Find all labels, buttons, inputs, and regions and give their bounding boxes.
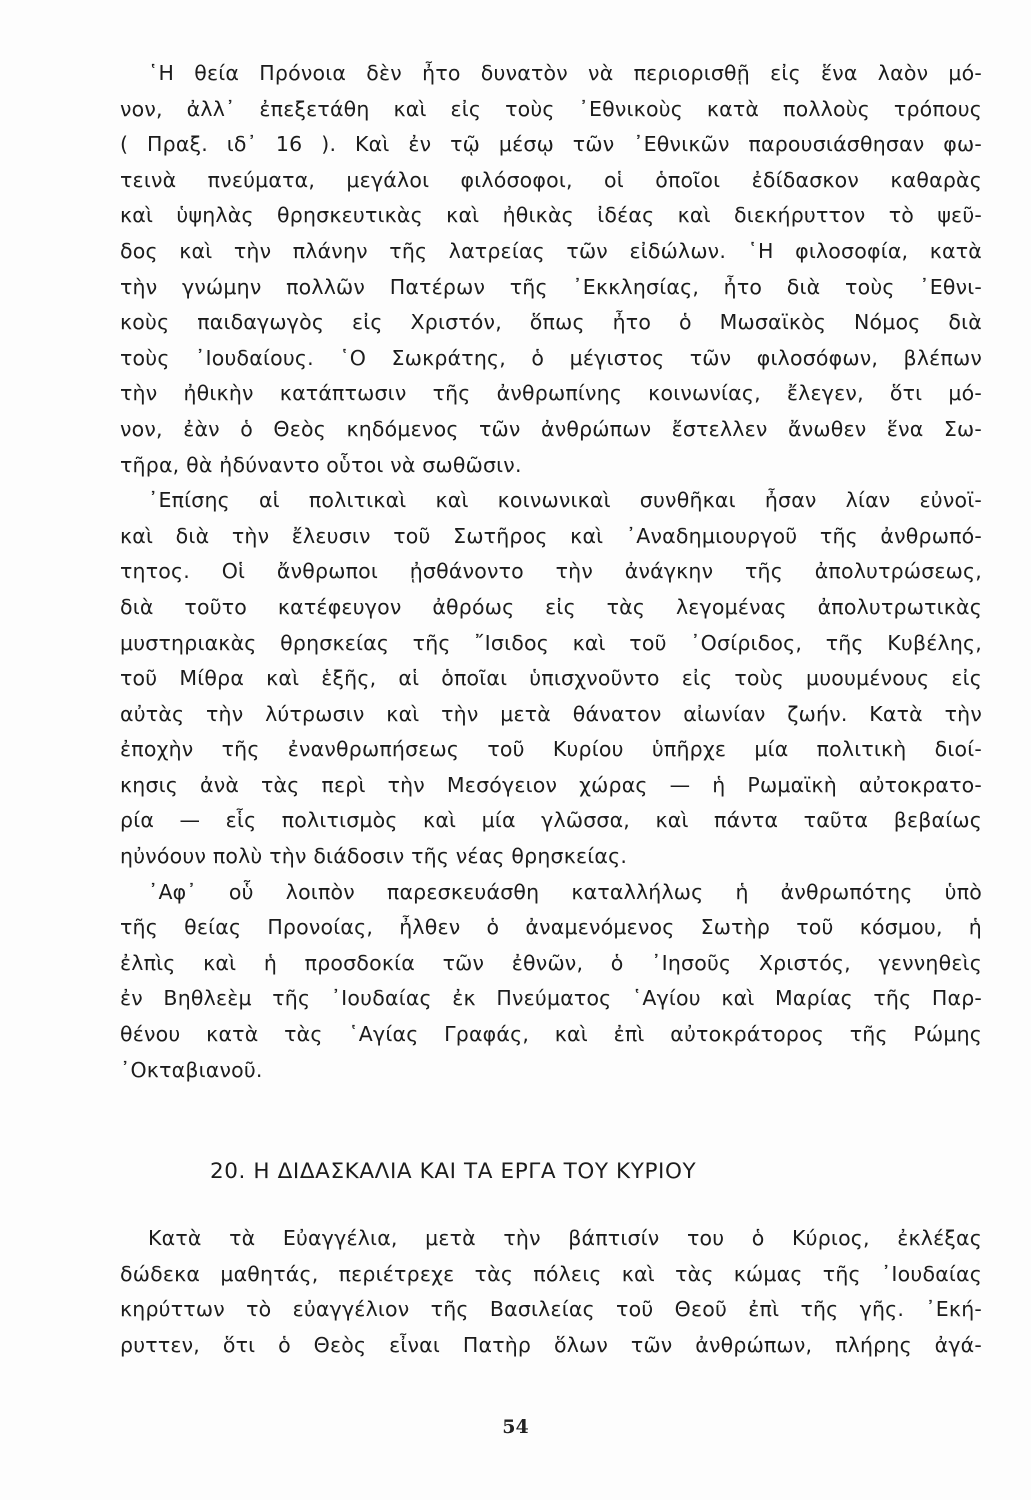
text-line: μυστηριακὰς θρησκείας τῆς ῎Ισιδος καὶ τοῦ ᾿Οσίριδος, τῆς Κυβέλης, xyxy=(120,630,982,655)
text-line: κοὺς παιδαγωγὸς εἰς Χριστόν, ὅπως ἦτο ὁ Μωσαϊκὸς Νόμος διὰ xyxy=(120,310,982,335)
text-line: ηὐνόουν πολὺ τὴν διάδοσιν τῆς νέας θρησκείας. xyxy=(120,844,628,869)
text-line: θένου κατὰ τὰς ῾Αγίας Γραφάς, καὶ ἐπὶ αὐτοκράτορος τῆς Ρώμης xyxy=(120,1022,982,1047)
text-line: νον, ἐὰν ὁ Θεὸς κηδόμενος τῶν ἀνθρώπων ἔστελλεν ἄνωθεν ἕνα Σω- xyxy=(120,416,982,441)
text-line: νον, ἀλλ᾿ ἐπεξετάθη καὶ εἰς τοὺς ᾿Εθνικοὺς κατὰ πολλοὺς τρόπους xyxy=(120,96,982,121)
text-line: τεινὰ πνεύματα, μεγάλοι φιλόσοφοι, οἱ ὁποῖοι ἐδίδασκον καθαρὰς xyxy=(120,167,982,192)
text-line: καὶ διὰ τὴν ἔλευσιν τοῦ Σωτῆρος καὶ ᾿Αναδημιουργοῦ τῆς ἀνθρωπό- xyxy=(120,523,982,548)
section-body-text xyxy=(120,1221,982,1363)
text-line: κηρύττων τὸ εὐαγγέλιον τῆς Βασιλείας τοῦ Θεοῦ ἐπὶ τῆς γῆς. ᾿Εκή- xyxy=(120,1297,982,1322)
text-line: καὶ ὑψηλὰς θρησκευτικὰς καὶ ἠθικὰς ἰδέας καὶ διεκήρυττον τὸ ψεῦ- xyxy=(120,203,982,228)
text-line: διὰ τοῦτο κατέφευγον ἀθρόως εἰς τὰς λεγομένας ἀπολυτρωτικὰς xyxy=(120,594,982,619)
section-heading: 20. Η ΔΙΔΑΣΚΑΛΙΑ ΚΑΙ ΤΑ ΕΡΓΑ ΤΟΥ ΚΥΡΙΟΥ xyxy=(210,1159,697,1184)
text-line: τοῦ Μίθρα καὶ ἑξῆς, αἱ ὁποῖαι ὑπισχνοῦντο εἰς τοὺς μυουμένους εἰς xyxy=(120,666,982,691)
text-line: δώδεκα μαθητάς, περιέτρεχε τὰς πόλεις καὶ τὰς κώμας τῆς ᾿Ιουδαίας xyxy=(120,1261,982,1286)
text-line: ( Πραξ. ιδ᾿ 16 ). Καὶ ἐν τῷ μέσῳ τῶν ᾿Εθνικῶν παρουσιάσθησαν φω- xyxy=(120,132,982,157)
text-line: ᾿Οκταβιανοῦ. xyxy=(120,1057,263,1082)
text-line: τὴν ἠθικὴν κατάπτωσιν τῆς ἀνθρωπίνης κοινωνίας, ἔλεγεν, ὅτι μό- xyxy=(120,381,982,406)
text-line: Κατὰ τὰ Εὐαγγέλια, μετὰ τὴν βάπτισίν του ὁ Κύριος, ἐκλέξας xyxy=(148,1226,982,1250)
text-line: δος καὶ τὴν πλάνην τῆς λατρείας τῶν εἰδώλων. ῾Η φιλοσοφία, κατὰ xyxy=(120,238,982,263)
text-line: ἐν Βηθλεὲμ τῆς ᾿Ιουδαίας ἐκ Πνεύματος ῾Αγίου καὶ Μαρίας τῆς Παρ- xyxy=(120,986,982,1011)
text-line: ρυττεν, ὅτι ὁ Θεὸς εἶναι Πατὴρ ὅλων τῶν ἀνθρώπων, πλήρης ἀγά- xyxy=(120,1332,982,1357)
text-line: ρία — εἷς πολιτισμὸς καὶ μία γλῶσσα, καὶ πάντα ταῦτα βεβαίως xyxy=(120,808,982,833)
text-line: ᾿Επίσης αἱ πολιτικαὶ καὶ κοινωνικαὶ συνθῆκαι ἦσαν λίαν εὐνοϊ- xyxy=(148,488,982,513)
text-line: τῆρα, θὰ ἠδύναντο οὗτοι νὰ σωθῶσιν. xyxy=(120,452,522,477)
text-line: τὴν γνώμην πολλῶν Πατέρων τῆς ᾿Εκκλησίας, ἦτο διὰ τοὺς ᾿Εθνι- xyxy=(120,274,982,299)
text-line: ᾿Αφ᾿ οὗ λοιπὸν παρεσκευάσθη καταλλήλως ἡ ἀνθρωπότης ὑπὸ xyxy=(148,879,982,904)
text-line: τῆς θείας Προνοίας, ἦλθεν ὁ ἀναμενόμενος Σωτὴρ τοῦ κόσμου, ἡ xyxy=(120,915,982,940)
text-line: κησις ἀνὰ τὰς περὶ τὴν Μεσόγειον χώρας — ἡ Ρωμαϊκὴ αὐτοκρατο- xyxy=(120,772,982,797)
page-number: 54 xyxy=(502,1416,529,1438)
text-line: ἐποχὴν τῆς ἐνανθρωπήσεως τοῦ Κυρίου ὑπῆρχε μία πολιτικὴ διοί- xyxy=(120,737,982,762)
body-text xyxy=(120,56,982,1088)
text-line: ῾Η θεία Πρόνοια δὲν ἦτο δυνατὸν νὰ περιορισθῇ εἰς ἕνα λαὸν μό- xyxy=(148,61,982,85)
text-line: τοὺς ᾿Ιουδαίους. ῾Ο Σωκράτης, ὁ μέγιστος τῶν φιλοσόφων, βλέπων xyxy=(120,345,982,370)
text-line: αὐτὰς τὴν λύτρωσιν καὶ τὴν μετὰ θάνατον αἰωνίαν ζωήν. Κατὰ τὴν xyxy=(120,701,982,726)
text-line: τητος. Οἱ ἄνθρωποι ᾐσθάνοντο τὴν ἀνάγκην τῆς ἀπολυτρώσεως, xyxy=(120,559,982,584)
text-line: ἐλπὶς καὶ ἡ προσδοκία τῶν ἐθνῶν, ὁ ᾿Ιησοῦς Χριστός, γεννηθεὶς xyxy=(120,950,982,975)
